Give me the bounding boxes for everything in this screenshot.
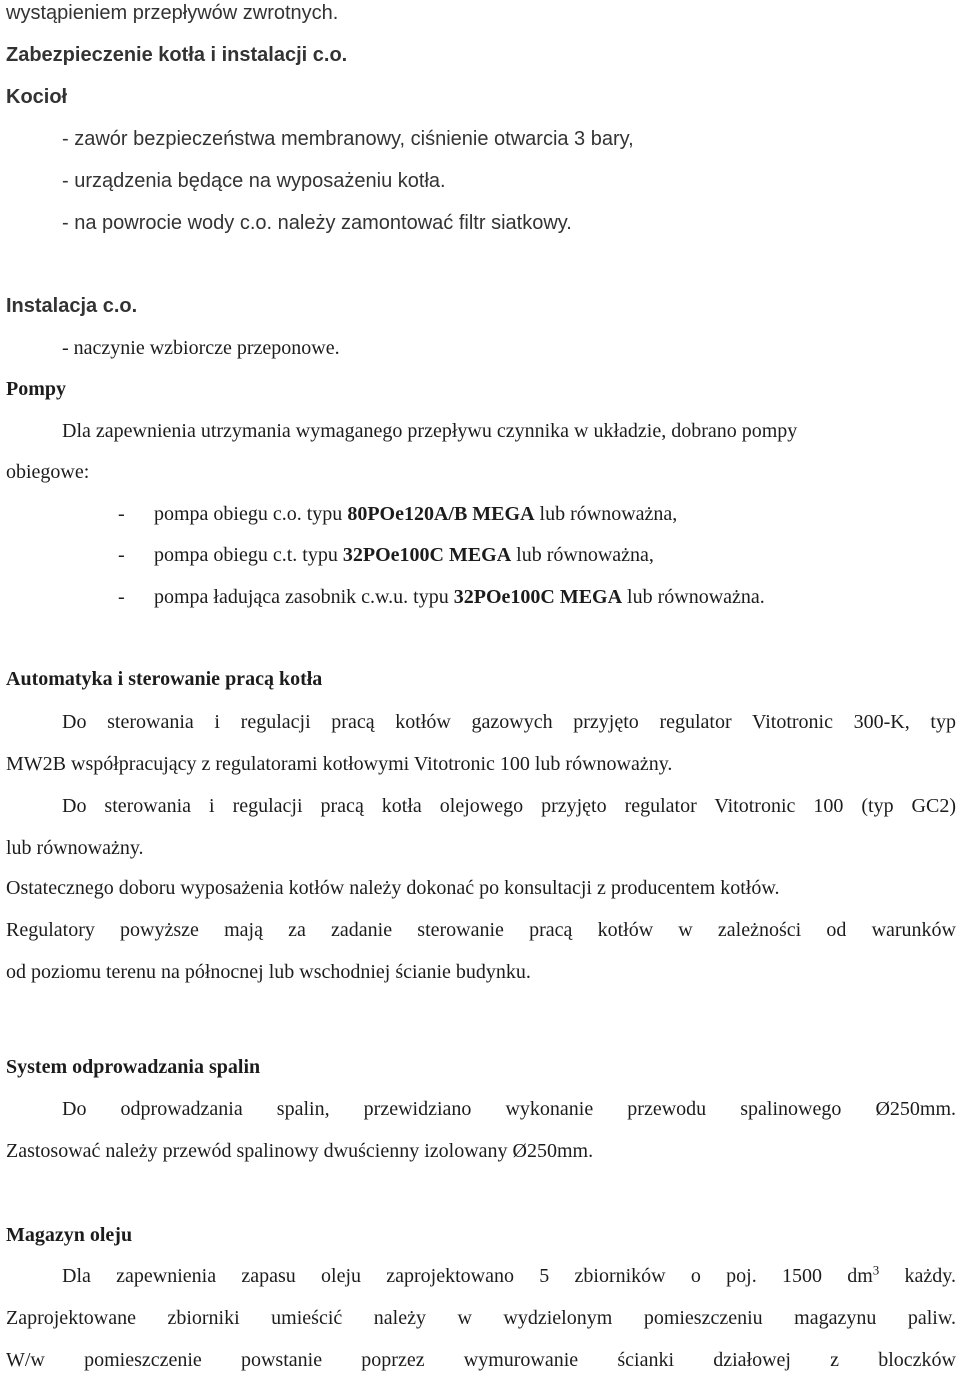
- subheading-installation: Instalacja c.o.: [6, 295, 138, 317]
- paragraph-line: Do sterowania i regulacji pracą kotłów gazowych przyjęto regulator Vitotronic 300-K, typ: [62, 711, 956, 733]
- section-heading-oil: Magazyn oleju: [6, 1224, 133, 1246]
- text-line: - na powrocie wody c.o. należy zamontować filtr siatkowy.: [62, 212, 572, 234]
- text-line: Dla zapewnienia utrzymania wymaganego przepływu czynnika w układzie, dobrano pompy: [62, 420, 798, 442]
- text-line: - naczynie wzbiorcze przeponowe.: [62, 337, 340, 359]
- paragraph-line: Regulatory powyższe mają za zadanie sterowanie pracą kotłów w zależności od warunków: [6, 919, 956, 941]
- section-heading-safety: Zabezpieczenie kotła i instalacji c.o.: [6, 44, 348, 66]
- list-item: [118, 585, 956, 609]
- list-item: [118, 543, 956, 567]
- oil-text: Dla zapewnienia zapasu oleju zaprojektowano 5 zbiorników o poj. 1500 dm: [62, 1265, 873, 1287]
- pump-text: pompa ładująca zasobnik c.w.u. typu: [154, 586, 454, 608]
- pump-text: pompa obiegu c.t. typu: [154, 544, 343, 566]
- list-item: [118, 502, 956, 526]
- pump-model: 32POe100C MEGA: [453, 586, 623, 608]
- paragraph-line: MW2B współpracujący z regulatorami kotłowymi Vitotronic 100 lub równoważny.: [6, 753, 673, 775]
- paragraph-line: Do sterowania i regulacji pracą kotła olejowego przyjęto regulator Vitotronic 100 (typ GC2): [62, 795, 956, 817]
- text-line: wystąpieniem przepływów zwrotnych.: [6, 2, 339, 24]
- text-line: obiegowe:: [6, 461, 90, 483]
- pump-text: lub równoważna,: [534, 503, 678, 525]
- list-dash: -: [118, 544, 125, 566]
- paragraph-line: Zaprojektowane zbiorniki umieścić należy w wydzielonym pomieszczeniu magazynu paliw.: [6, 1307, 956, 1329]
- list-dash: -: [118, 586, 125, 608]
- paragraph-line: Do odprowadzania spalin, przewidziano wykonanie przewodu spalinowego Ø250mm.: [62, 1098, 956, 1120]
- pump-text: lub równoważna,: [511, 544, 654, 566]
- text-line: - zawór bezpieczeństwa membranowy, ciśnienie otwarcia 3 bary,: [62, 128, 634, 150]
- paragraph-line: W/w pomieszczenie powstanie poprzez wymurowanie ścianki działowej z bloczków: [6, 1349, 956, 1371]
- text-line: - urządzenia będące na wyposażeniu kotła.: [62, 170, 446, 192]
- list-dash: -: [118, 503, 125, 525]
- pump-model: 80POe120A/B MEGA: [347, 503, 535, 525]
- section-heading-automation: Automatyka i sterowanie pracą kotła: [6, 668, 323, 690]
- pump-text: pompa obiegu c.o. typu: [154, 503, 348, 525]
- subheading-boiler: Kocioł: [6, 86, 68, 108]
- subheading-pumps: Pompy: [6, 378, 66, 400]
- section-heading-flue: System odprowadzania spalin: [6, 1056, 261, 1078]
- paragraph-line: Zastosować należy przewód spalinowy dwuścienny izolowany Ø250mm.: [6, 1140, 594, 1162]
- pump-text: lub równoważna.: [622, 586, 765, 608]
- superscript: 3: [872, 1262, 880, 1278]
- pump-model: 32POe100C MEGA: [342, 544, 512, 566]
- oil-text: każdy.: [879, 1265, 956, 1287]
- paragraph-line: od poziomu terenu na północnej lub wschodniej ścianie budynku.: [6, 961, 531, 983]
- paragraph-line: [62, 1264, 956, 1288]
- paragraph-line: lub równoważny.: [6, 837, 144, 859]
- paragraph-line: Ostatecznego doboru wyposażenia kotłów należy dokonać po konsultacji z producentem kotłów.: [6, 877, 780, 899]
